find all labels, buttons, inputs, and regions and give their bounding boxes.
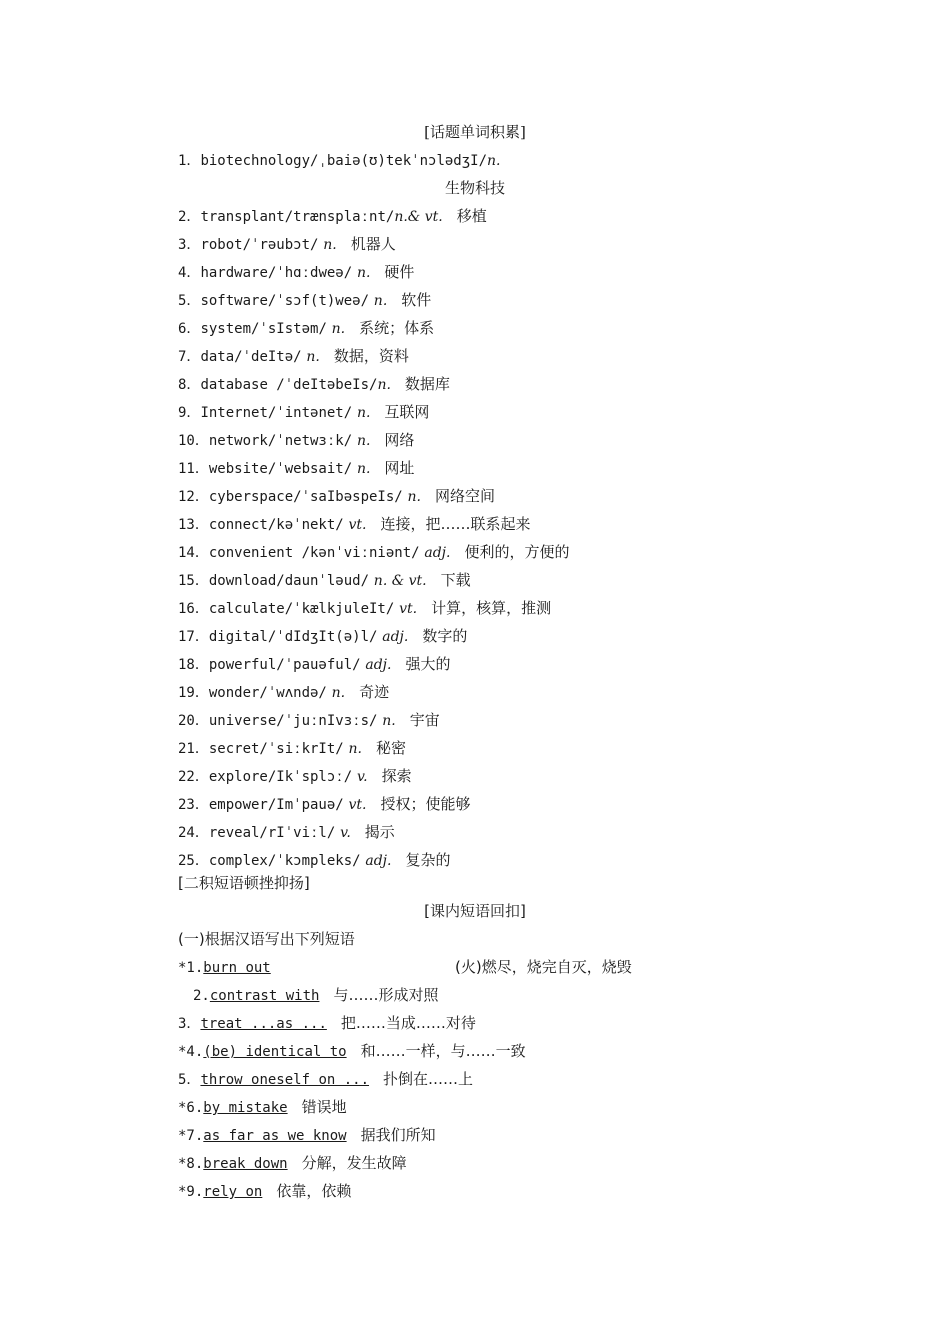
- vocab-number: 22．: [178, 769, 209, 785]
- vocab-item: [178, 427, 414, 453]
- vocab-meaning: 硬件: [384, 263, 415, 281]
- phrase-answer: break down: [203, 1156, 288, 1172]
- vocab-pos: n.: [331, 685, 346, 701]
- phrase-meaning: 分解，发生故障: [301, 1154, 407, 1172]
- vocab-number: 25．: [178, 853, 209, 869]
- vocab-pos: adj.: [424, 545, 451, 561]
- vocab-number: 15．: [178, 573, 209, 589]
- vocab-number: 19．: [178, 685, 209, 701]
- phrase-meaning: 据我们所知: [360, 1126, 436, 1144]
- phrase-number: 2.: [193, 988, 210, 1004]
- vocab-meaning: 授权；使能够: [380, 795, 471, 813]
- vocab-meaning: 强大的: [405, 655, 451, 673]
- vocab-pos: n.: [356, 461, 371, 477]
- vocab-meaning: 软件: [401, 291, 432, 309]
- phrases-title-text: [课内短语回扣]: [424, 902, 526, 920]
- vocab-meaning: 宇宙: [409, 711, 440, 729]
- vocab-pos: n.: [407, 489, 421, 505]
- vocab-meaning: 网络: [384, 431, 415, 449]
- vocab-word: explore/Ikˈsplɔː/: [208, 769, 353, 785]
- phrase-meaning: 把……当成……对待: [340, 1014, 476, 1032]
- vocab-item: [178, 287, 431, 313]
- phrase-item: [178, 1010, 476, 1036]
- phrase-item: [178, 1178, 351, 1204]
- phrases-section-heading: [178, 870, 310, 896]
- vocab-number: 13．: [178, 517, 209, 533]
- phrases-section-title: [0, 898, 950, 924]
- vocab-pos: vt.: [348, 517, 367, 533]
- vocab-number: 11．: [178, 461, 209, 477]
- vocab-pos: vt.: [399, 601, 418, 617]
- vocab-pos: n.: [382, 713, 396, 729]
- vocab-word: wonder/ˈwʌndə/: [208, 685, 327, 701]
- phrase-meaning: 与……形成对照: [333, 986, 439, 1004]
- phrase-number: *9.: [178, 1184, 204, 1200]
- vocab-item: [178, 595, 551, 621]
- vocab-pos: n.: [487, 153, 501, 169]
- vocab-word: connect/kəˈnekt/: [208, 517, 344, 533]
- vocab-word: website/ˈwebsait/: [208, 461, 353, 477]
- vocab-word: Internet/ˈintənet/: [200, 405, 353, 421]
- vocab-item: [178, 539, 569, 565]
- vocab-meaning: 复杂的: [405, 851, 451, 869]
- vocab-word: calculate/ˈkælkjuleIt/: [208, 601, 395, 617]
- vocab-item: [178, 511, 531, 537]
- vocab-pos: n.& vt.: [394, 209, 443, 225]
- vocab-word: software/ˈsɔf(t)weə/: [200, 293, 370, 309]
- vocab-section-title: [话题单词积累]: [424, 123, 526, 141]
- phrase-number: *4.: [178, 1044, 204, 1060]
- vocab-word: biotechnology/ˌbaiə(ʊ)tekˈnɔlədʒI/: [200, 153, 488, 169]
- vocab-pos: n.: [323, 237, 337, 253]
- vocab-number: 5．: [178, 293, 201, 309]
- phrase-answer: (be) identical to: [203, 1044, 347, 1060]
- vocab-meaning: 下载: [440, 571, 471, 589]
- vocab-meaning: 系统；体系: [359, 319, 435, 337]
- vocab-number: 4．: [178, 265, 201, 281]
- vocab-number: 12．: [178, 489, 209, 505]
- vocab-item: [178, 343, 409, 369]
- vocab-item: [178, 651, 450, 677]
- vocab-pos: v.: [356, 769, 368, 785]
- vocab-word: universe/ˈjuːnIvɜːs/: [208, 713, 378, 729]
- vocab-item: [178, 623, 467, 649]
- vocab-number: 18．: [178, 657, 209, 673]
- phrase-meaning: 错误地: [301, 1098, 347, 1116]
- vocab-meaning: 计算，核算，推测: [431, 599, 552, 617]
- phrase-meaning: 扑倒在……上: [383, 1070, 474, 1088]
- vocab-pos: n.: [356, 405, 371, 421]
- vocab-number: 2．: [178, 209, 201, 225]
- vocab-word: data/ˈdeItə/: [200, 349, 302, 365]
- phrase-item: [178, 1150, 407, 1176]
- vocab-number: 8．: [178, 377, 201, 393]
- vocab-item: [178, 231, 396, 257]
- vocab-number: 14．: [178, 545, 209, 561]
- vocab-word: empower/Imˈpauə/: [208, 797, 344, 813]
- vocab-word: system/ˈsIstəm/: [200, 321, 327, 337]
- vocab-word: secret/ˈsiːkrIt/: [208, 741, 344, 757]
- vocab-item: [178, 483, 495, 509]
- vocab-pos: v.: [340, 825, 351, 841]
- vocab-meaning: 连接，把……联系起来: [380, 515, 531, 533]
- vocab-meaning: 网络空间: [434, 487, 495, 505]
- vocab-number: 6．: [178, 321, 201, 337]
- phrase-item: [178, 1038, 526, 1064]
- phrase-number: *1.: [178, 960, 204, 976]
- vocab-pos: adj.: [382, 629, 409, 645]
- vocab-number: 1．: [178, 153, 201, 169]
- phrase-item: [178, 954, 271, 980]
- vocab-meaning: 揭示: [364, 823, 395, 841]
- vocab-number: 7．: [178, 349, 201, 365]
- vocab-pos: n.: [306, 349, 320, 365]
- vocab-number: 3．: [178, 237, 201, 253]
- vocab-item: [178, 455, 414, 481]
- vocab-item: [178, 567, 471, 593]
- vocab-meaning: 网址: [384, 459, 415, 477]
- phrase-answer: contrast with: [209, 988, 320, 1004]
- vocab-number: 9．: [178, 405, 201, 421]
- vocab-number: 23．: [178, 797, 209, 813]
- vocab-meaning: 机器人: [350, 235, 396, 253]
- vocab-pos: vt.: [348, 797, 367, 813]
- vocab-pos: n.: [348, 741, 362, 757]
- vocab-number: 24．: [178, 825, 209, 841]
- vocab-number: 21．: [178, 741, 209, 757]
- vocab-word: reveal/rIˈviːl/: [208, 825, 336, 841]
- phrase-number: 3．: [178, 1016, 201, 1032]
- vocab-item: [178, 707, 440, 733]
- vocab-item: [178, 147, 500, 173]
- vocab-meaning: 探索: [381, 767, 412, 785]
- vocab-word: network/ˈnetwɜːk/: [208, 433, 353, 449]
- vocab-word: transplant/trænsplaːnt/: [200, 209, 395, 225]
- phrases-heading-text: [二积短语顿挫抑扬]: [178, 874, 310, 892]
- vocab-meaning: 数据库: [404, 375, 450, 393]
- phrase-answer: rely on: [203, 1184, 263, 1200]
- vocab-word: hardware/ˈhɑːdweə/: [200, 265, 353, 281]
- vocab-item: [178, 679, 389, 705]
- phrase-item: [178, 1122, 436, 1148]
- phrase-number: *7.: [178, 1128, 204, 1144]
- phrase-answer: treat ...as ...: [200, 1016, 327, 1032]
- vocab-meaning: 数字的: [422, 627, 468, 645]
- phrase-meaning-text: (火)燃尽，烧完自灭，烧毁: [455, 958, 632, 976]
- phrase-number: 5．: [178, 1072, 201, 1088]
- subsection-title-text: (一)根据汉语写出下列短语: [178, 930, 355, 948]
- vocab-item: [178, 819, 395, 845]
- phrase-answer: by mistake: [203, 1100, 288, 1116]
- phrase-meaning: [455, 954, 632, 980]
- vocab-meaning: 奇迹: [359, 683, 390, 701]
- vocab-item: [178, 399, 429, 425]
- vocab-word: powerful/ˈpauəful/: [208, 657, 361, 673]
- vocab-word: convenient /kənˈviːniənt/: [208, 545, 420, 561]
- vocab-number: 20．: [178, 713, 209, 729]
- vocab-item: [178, 735, 406, 761]
- phrase-meaning: 和……一样，与……一致: [360, 1042, 526, 1060]
- phrase-answer: burn out: [203, 960, 271, 976]
- vocab-meaning-text: 生物科技: [444, 179, 505, 197]
- vocab-number: 17．: [178, 629, 209, 645]
- vocab-item: [178, 315, 434, 341]
- vocab-pos: n. & vt.: [373, 573, 427, 589]
- vocab-pos: n.: [377, 377, 391, 393]
- vocab-number: 10．: [178, 433, 209, 449]
- vocab-word: digital/ˈdIdʒIt(ə)l/: [208, 629, 378, 645]
- phrase-answer: throw oneself on ...: [200, 1072, 370, 1088]
- vocab-pos: adj.: [365, 853, 392, 869]
- phrase-meaning: 依靠，依赖: [276, 1182, 352, 1200]
- subsection-title: [178, 926, 355, 952]
- vocab-word: download/daunˈləud/: [208, 573, 370, 589]
- vocab-pos: n.: [356, 265, 371, 281]
- phrase-answer: as far as we know: [203, 1128, 347, 1144]
- vocab-meaning: 互联网: [384, 403, 430, 421]
- phrase-item: [193, 982, 438, 1008]
- vocab-meaning: 移植: [456, 207, 487, 225]
- vocab-item: [178, 763, 412, 789]
- vocab-item: [178, 203, 487, 229]
- vocab-number: 16．: [178, 601, 209, 617]
- phrase-item: [178, 1066, 473, 1092]
- phrase-number: *6.: [178, 1100, 204, 1116]
- vocab-word: database /ˈdeItəbeIs/: [200, 377, 378, 393]
- vocab-word: cyberspace/ˈsaIbəspeIs/: [208, 489, 403, 505]
- vocab-pos: n.: [356, 433, 371, 449]
- vocab-item: [178, 371, 450, 397]
- vocab-pos: n.: [373, 293, 388, 309]
- vocab-meaning: 数据，资料: [333, 347, 409, 365]
- vocab-word: robot/ˈrəubɔt/: [200, 237, 319, 253]
- phrase-item: [178, 1094, 347, 1120]
- vocab-meaning: 秘密: [375, 739, 406, 757]
- vocab-meaning: 便利的，方便的: [464, 543, 570, 561]
- phrase-number: *8.: [178, 1156, 204, 1172]
- vocab-word: complex/ˈkɔmpleks/: [208, 853, 361, 869]
- vocab-pos: n.: [331, 321, 346, 337]
- vocab-item: [178, 259, 414, 285]
- vocab-item: [178, 791, 471, 817]
- vocab-meaning: [0, 175, 950, 201]
- vocab-pos: adj.: [365, 657, 392, 673]
